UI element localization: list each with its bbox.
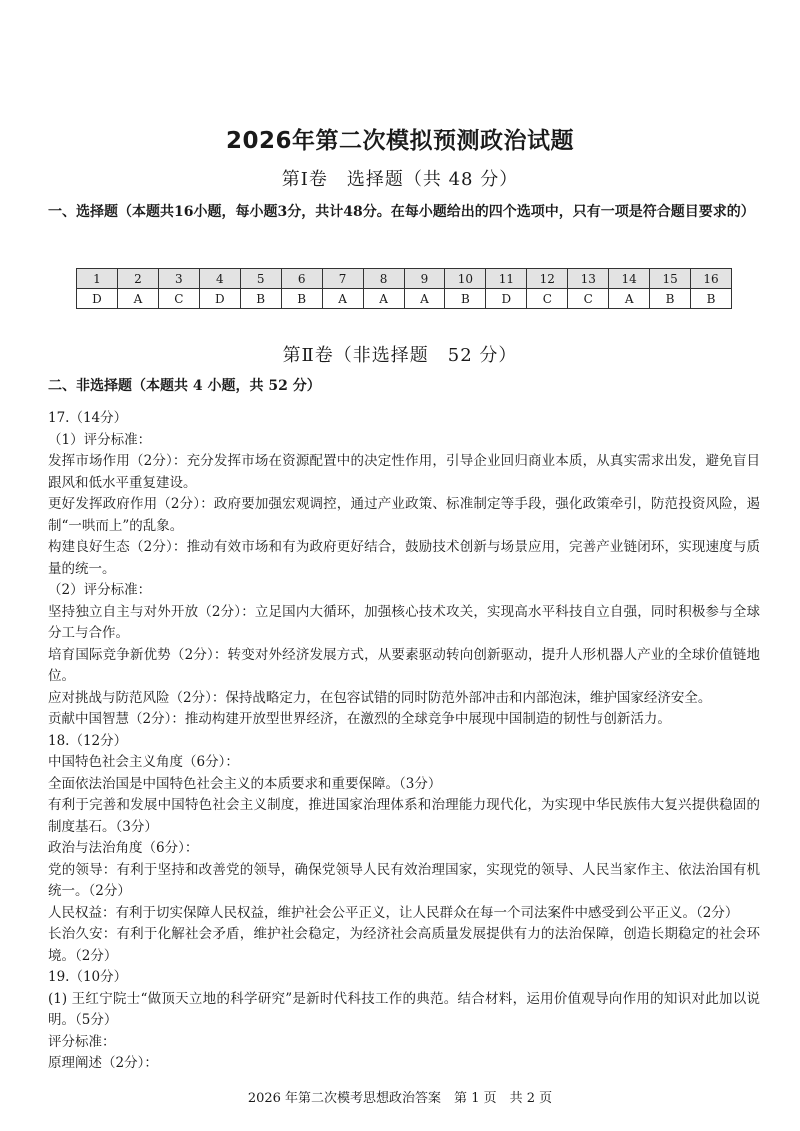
body-line: （1）评分标准： [48,431,152,448]
answer-cell: A [322,289,363,309]
body-line: 长治久安：有利于化解社会矛盾，维护社会稳定，为经济社会高质量发展提供有力的法治保障，创造长期稳定的社会环境。（2分） [48,926,760,964]
body-line: 中国特色社会主义角度（6分）： [48,754,239,770]
question-number-cell: 3 [158,269,199,289]
part2-heading: 第Ⅱ卷（非选择题 52 分） [282,345,518,366]
question-number-cell: 13 [568,269,609,289]
answer-cell: B [445,289,486,309]
question-number-cell: 5 [240,269,281,289]
part2-instructions: 二、非选择题（本题共 4 小题，共 52 分） [48,378,321,394]
question-number-cell: 9 [404,269,445,289]
answer-cell: C [568,289,609,309]
answer-cell: D [77,289,118,309]
answer-cell: A [404,289,445,309]
answer-cell: B [281,289,322,309]
question-number-cell: 15 [650,269,691,289]
answer-table [76,268,732,309]
body-line: 应对挑战与防范风险（2分）：保持战略定力，在包容试错的同时防范外部冲击和内部泡沫，维护国家经济安全。 [48,689,712,706]
answer-body [48,408,760,1075]
question-number-cell: 14 [609,269,650,289]
answer-cell: A [117,289,158,309]
question-number-cell: 4 [199,269,240,289]
body-line: 19.（10分） [48,969,128,985]
body-line: 评分标准： [48,1033,116,1050]
answer-cell: A [363,289,404,309]
body-line: 18.（12分） [48,732,128,749]
body-line: 原理阐述（2分）： [48,1055,158,1071]
question-number-cell: 1 [77,269,118,289]
body-line: 全面依法治国是中国特色社会主义的本质要求和重要保障。（3分） [48,775,442,792]
answer-cell: B [691,289,732,309]
body-line: 人民权益：有利于切实保障人民权益，维护社会公平正义，让人民群众在每一个司法案件中感受到公平正义。（2分） [48,904,739,921]
body-line: 党的领导：有利于坚持和改善党的领导，确保党领导人民有效治理国家，实现党的领导、人民当家作主、依法治国有机统一。（2分） [48,861,760,899]
page-footer: 2026 年第二次模考思想政治答案 第 1 页 共 2 页 [247,1091,553,1106]
body-line: （2）评分标准： [48,582,152,598]
part1-instructions: 一、选择题（本题共16小题，每小题3分，共计48分。在每小题给出的四个选项中，只有一项是符合题目要求的） [48,204,755,220]
question-number-cell: 16 [691,269,732,289]
body-line: 有利于完善和发展中国特色社会主义制度，推进国家治理体系和治理能力现代化，为实现中华民族伟大复兴提供稳固的制度基石。（3分） [48,797,760,835]
body-line: 培育国际竞争新优势（2分）：转变对外经济发展方式，从要素驱动转向创新驱动，提升人形机器人产业的全球价值链地位。 [48,646,760,684]
body-line: 政治与法治角度（6分）： [48,840,199,856]
page-title: 2026年第二次模拟预测政治试题 [225,128,574,154]
answer-cell: B [240,289,281,309]
answer-cell: C [158,289,199,309]
body-line: 贡献中国智慧（2分）：推动构建开放型世界经济，在激烈的全球竞争中展现中国制造的韧性与创新活力。 [48,711,671,727]
answer-letter-row [77,289,732,309]
question-number-cell: 10 [445,269,486,289]
body-line: 构建良好生态（2分）：推动有效市场和有为政府更好结合，鼓励技术创新与场景应用，完善产业链闭环，实现速度与质量的统一。 [48,539,760,577]
answer-cell: B [650,289,691,309]
question-number-cell: 7 [322,269,363,289]
part1-heading: 第Ⅰ卷 选择题（共 48 分） [281,169,519,190]
answer-number-row [77,269,732,289]
question-number-cell: 11 [486,269,527,289]
answer-cell: D [486,289,527,309]
answer-cell: C [527,289,568,309]
question-number-cell: 12 [527,269,568,289]
question-number-cell: 2 [117,269,158,289]
body-line: (1) 王红宁院士“做顶天立地的科学研究”是新时代科技工作的典范。结合材料，运用价值观导向作用的知识对此加以说明。（5分） [48,990,760,1028]
answer-cell: A [609,289,650,309]
answer-cell: D [199,289,240,309]
body-line: 17.（14分） [48,410,128,426]
question-number-cell: 8 [363,269,404,289]
body-line: 坚持独立自主与对外开放（2分）：立足国内大循环，加强核心技术攻关，实现高水平科技自立自强，同时积极参与全球分工与合作。 [48,603,760,641]
body-line: 发挥市场作用（2分）：充分发挥市场在资源配置中的决定性作用，引导企业回归商业本质，从真实需求出发，避免盲目跟风和低水平重复建设。 [48,453,760,491]
body-line: 更好发挥政府作用（2分）：政府要加强宏观调控，通过产业政策、标准制定等手段，强化政策牵引，防范投资风险，遏制“一哄而上”的乱象。 [48,496,760,534]
question-number-cell: 6 [281,269,322,289]
